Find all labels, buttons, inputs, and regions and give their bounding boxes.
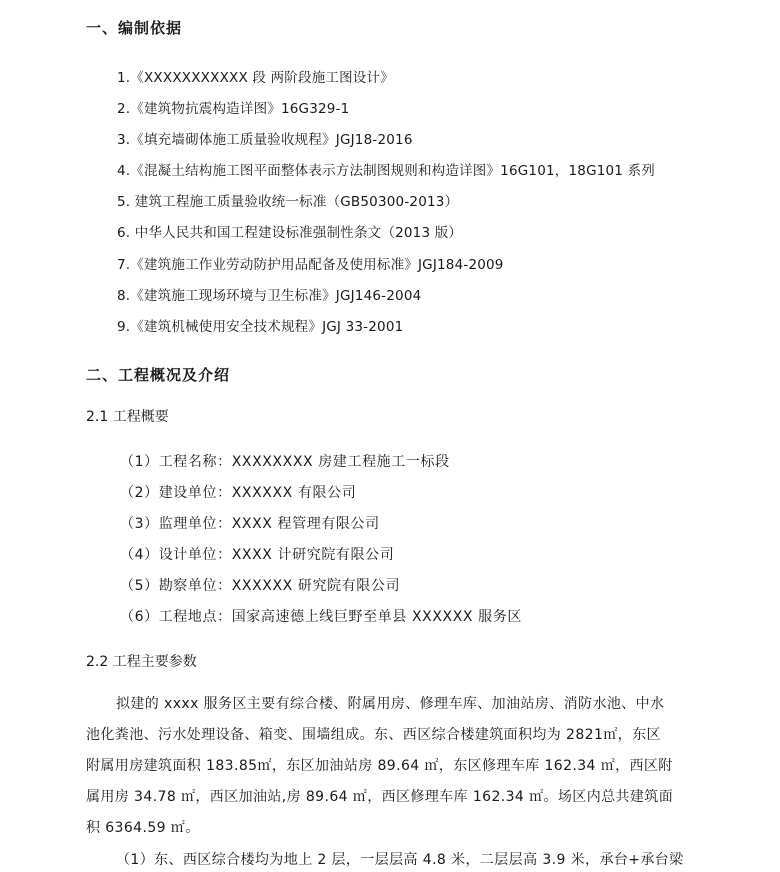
project-info-name: （1）工程名称：XXXXXXXX 房建工程施工一标段	[120, 454, 450, 470]
project-info-designer: （4）设计单位：XXXX 计研究院有限公司	[120, 547, 395, 563]
reference-item-7: 7.《建筑施工作业劳动防护用品配备及使用标准》JGJ184-2009	[117, 257, 504, 273]
reference-item-8: 8.《建筑施工现场环境与卫生标准》JGJ146-2004	[117, 288, 422, 304]
reference-item-6: 6. 中华人民共和国工程建设标准强制性条文（2013 版）	[117, 225, 463, 241]
reference-item-4: 4.《混凝土结构施工图平面整体表示方法制图规则和构造详图》16G101，18G101 系列	[117, 163, 655, 179]
reference-item-9: 9.《建筑机械使用安全技术规程》JGJ 33-2001	[117, 319, 404, 335]
reference-item-2: 2.《建筑物抗震构造详图》16G329-1	[117, 101, 350, 117]
project-info-surveyor: （5）勘察单位：XXXXXX 研究院有限公司	[120, 578, 401, 594]
section-heading-overview: 二、工程概况及介绍	[86, 366, 231, 384]
subsection-heading-summary: 2.1 工程概要	[86, 409, 169, 425]
project-info-supervisor: （3）监理单位：XXXX 程管理有限公司	[120, 516, 380, 532]
paragraph-line-3: 附属用房建筑面积 183.85㎡，东区加油站房 89.64 ㎡，东区修理车库 162.34 ㎡，西区附	[86, 758, 673, 774]
reference-item-3: 3.《填充墙砌体施工质量验收规程》JGJ18-2016	[117, 132, 413, 148]
project-info-owner: （2）建设单位：XXXXXX 有限公司	[120, 485, 357, 501]
reference-item-1: 1.《XXXXXXXXXXX 段 两阶段施工图设计》	[117, 70, 394, 86]
reference-item-5: 5. 建筑工程施工质量验收统一标准（GB50300-2013）	[117, 194, 459, 210]
subsection-heading-parameters: 2.2 工程主要参数	[86, 654, 197, 670]
section-heading-basis: 一、编制依据	[86, 19, 183, 37]
project-info-location: （6）工程地点：国家高速德上线巨野至单县 XXXXXX 服务区	[120, 609, 522, 625]
paragraph-line-2: 池化粪池、污水处理设备、箱变、围墙组成。东、西区综合楼建筑面积均为 2821㎡，东区	[86, 727, 661, 743]
paragraph-line-5: 积 6364.59 ㎡。	[86, 820, 200, 836]
paragraph-line-4: 属用房 34.78 ㎡，西区加油站,房 89.64 ㎡，西区修理车库 162.34 ㎡。场区内总共建筑面	[86, 789, 674, 805]
parameter-item-1: （1）东、西区综合楼均为地上 2 层，一层层高 4.8 米，二层层高 3.9 米，承台+承台梁	[116, 852, 684, 868]
paragraph-line-1: 拟建的 xxxx 服务区主要有综合楼、附属用房、修理车库、加油站房、消防水池、中水	[116, 696, 665, 712]
